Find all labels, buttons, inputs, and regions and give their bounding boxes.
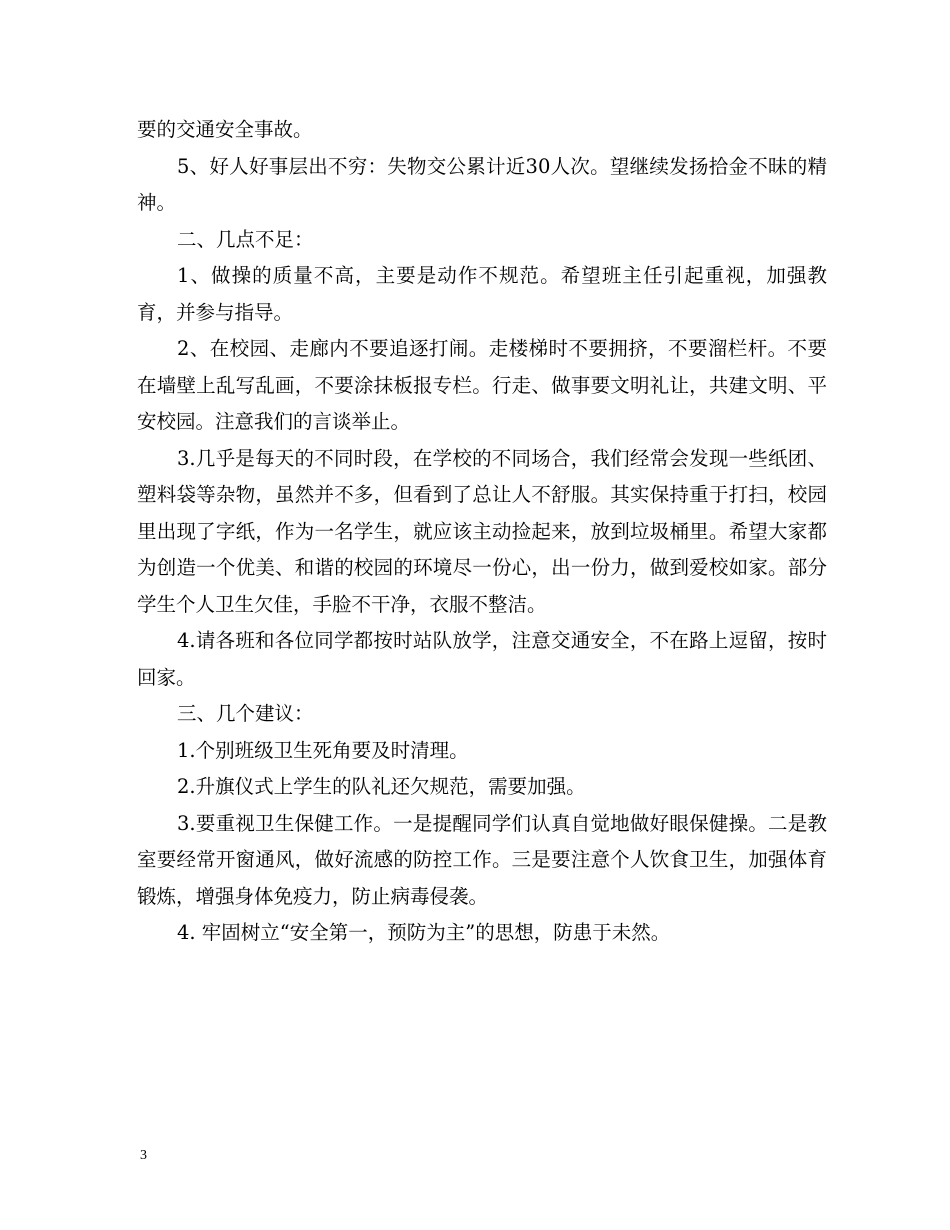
paragraph-shortcoming-4: 4.请各班和各位同学都按时站队放学，注意交通安全，不在路上逗留，按时回家。 [137,629,827,689]
paragraph-suggestion-4: 4. 牢固树立“安全第一，预防为主”的思想，防患于未然。 [177,921,671,944]
paragraph-shortcoming-3: 3.几乎是每天的不同时段，在学校的不同场合，我们经常会发现一些纸团、塑料袋等杂物，虽然并不多，但看到了总让人不舒服。其实保持重于打扫，校园里出现了字纸，作为一名学生，就应该主动捡起来，放到垃圾桶里。希望大家都为创造一个优美、和谐的校园的环境尽一份心，出一份力，做到爱校如家。部分学生个人卫生欠佳，手脸不干净，衣服不整洁。 [137,446,827,616]
document-body [137,112,827,952]
section-heading-suggestions: 三、几个建议： [177,702,314,725]
paragraph-shortcoming-2: 2、在校园、走廊内不要追逐打闹。走楼梯时不要拥挤，不要溜栏杆。不要在墙壁上乱写乱画，不要涂抹板报专栏。行走、做事要文明礼让，共建文明、平安校园。注意我们的言谈举止。 [137,337,827,433]
paragraph-suggestion-2: 2.升旗仪式上学生的队礼还欠规范，需要加强。 [177,775,586,798]
paragraph-shortcoming-1: 1、做操的质量不高，主要是动作不规范。希望班主任引起重视，加强教育，并参与指导。 [137,264,827,324]
section-heading-shortcomings: 二、几点不足： [177,227,314,251]
paragraph-suggestion-3: 3.要重视卫生保健工作。一是提醒同学们认真自觉地做好眼保健操。二是教室要经常开窗通风，做好流感的防控工作。三是要注意个人饮食卫生，加强体育锻炼，增强身体免疫力，防止病毒侵袭。 [137,811,827,908]
page-number: 3 [140,1148,147,1163]
paragraph-suggestion-1: 1.个别班级卫生死角要及时清理。 [177,738,469,762]
paragraph-good-deeds: 5、好人好事层出不穷：失物交公累计近30人次。望继续发扬拾金不昧的精神。 [137,154,827,214]
paragraph-continuation: 要的交通安全事故。 [137,118,313,141]
